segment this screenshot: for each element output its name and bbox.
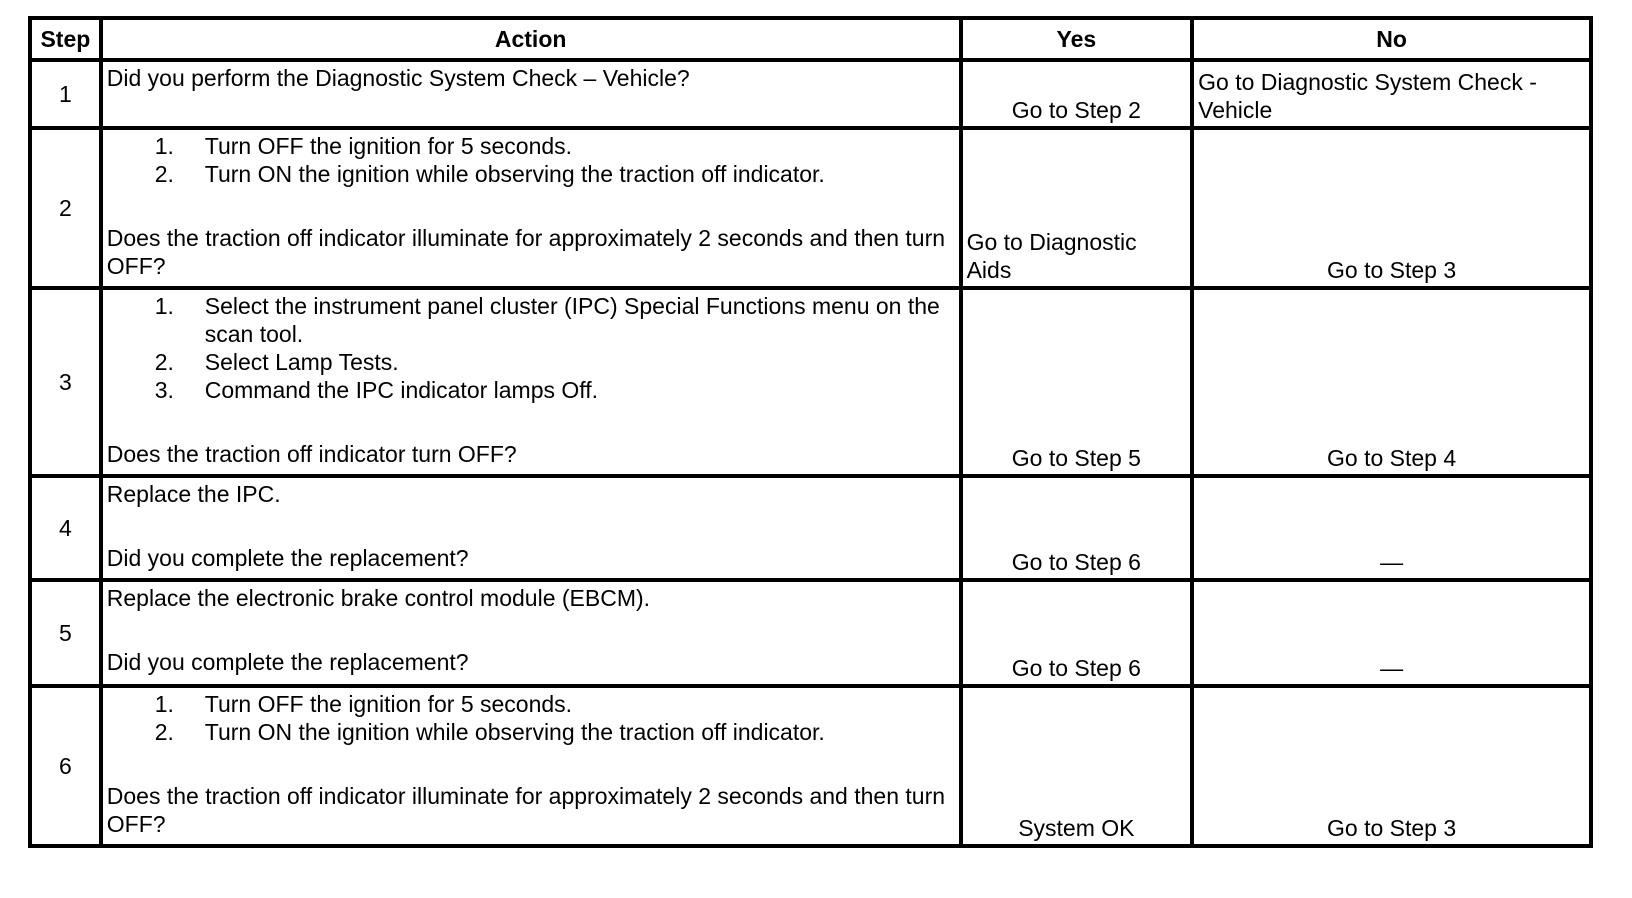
list-item xyxy=(155,132,955,160)
step-number: 3 xyxy=(30,288,101,476)
no-cell: Go to Diagnostic System Check - Vehicle xyxy=(1192,60,1591,128)
action-question: Did you perform the Diagnostic System Check – Vehicle? xyxy=(106,65,690,91)
list-item xyxy=(155,690,955,718)
action-cell xyxy=(101,476,961,580)
table-row-step-1 xyxy=(30,60,1591,128)
list-item xyxy=(155,348,955,376)
header-yes: Yes xyxy=(961,18,1193,60)
list-item xyxy=(155,160,955,188)
action-intro: Replace the electronic brake control module (EBCM). xyxy=(106,585,651,611)
list-item-text: Command the IPC indicator lamps Off. xyxy=(204,377,599,403)
action-cell xyxy=(101,686,961,846)
step-number: 4 xyxy=(30,476,101,580)
list-item-text: Turn OFF the ignition for 5 seconds. xyxy=(204,133,573,159)
list-item-text: Select Lamp Tests. xyxy=(204,349,399,375)
list-item-number: 1. xyxy=(154,293,174,319)
action-question: Did you complete the replacement? xyxy=(106,649,469,675)
yes-cell: Go to Step 2 xyxy=(961,60,1193,128)
list-item-number: 2. xyxy=(154,161,174,187)
action-instruction-list xyxy=(155,132,955,188)
list-item xyxy=(155,718,955,746)
yes-cell: Go to Step 6 xyxy=(961,580,1193,686)
yes-cell: Go to Step 5 xyxy=(961,288,1193,476)
list-item-text: Turn ON the ignition while observing the traction off indicator. xyxy=(204,161,825,187)
no-cell: — xyxy=(1192,580,1591,686)
list-item xyxy=(155,292,955,348)
table-header-row xyxy=(30,18,1591,60)
header-no: No xyxy=(1192,18,1591,60)
no-cell: Go to Step 3 xyxy=(1192,686,1591,846)
list-item xyxy=(155,376,955,404)
action-instruction-list xyxy=(155,292,955,404)
step-number: 1 xyxy=(30,60,101,128)
action-question: Does the traction off indicator turn OFF? xyxy=(106,441,517,467)
diagnostic-table xyxy=(28,16,1593,848)
yes-cell: Go to Diagnostic Aids xyxy=(961,128,1193,288)
list-item-number: 2. xyxy=(154,349,174,375)
action-cell xyxy=(101,288,961,476)
table-row-step-4 xyxy=(30,476,1591,580)
header-action: Action xyxy=(101,18,961,60)
list-item-text: Turn ON the ignition while observing the traction off indicator. xyxy=(204,719,825,745)
no-cell: Go to Step 4 xyxy=(1192,288,1591,476)
action-cell xyxy=(101,128,961,288)
action-instruction-list xyxy=(155,690,955,746)
action-intro: Replace the IPC. xyxy=(106,481,281,507)
step-number: 6 xyxy=(30,686,101,846)
action-question: Does the traction off indicator illuminate for approximately 2 seconds and then turn OFF? xyxy=(106,225,946,279)
no-cell: Go to Step 3 xyxy=(1192,128,1591,288)
list-item-text: Select the instrument panel cluster (IPC) Special Functions menu on the scan tool. xyxy=(204,293,940,347)
yes-cell: Go to Step 6 xyxy=(961,476,1193,580)
list-item-text: Turn OFF the ignition for 5 seconds. xyxy=(204,691,573,717)
action-cell xyxy=(101,580,961,686)
yes-cell: System OK xyxy=(961,686,1193,846)
table-row-step-2 xyxy=(30,128,1591,288)
action-question: Did you complete the replacement? xyxy=(106,545,469,571)
table-row-step-6 xyxy=(30,686,1591,846)
list-item-number: 1. xyxy=(154,133,174,159)
step-number: 2 xyxy=(30,128,101,288)
action-cell xyxy=(101,60,961,128)
action-question: Does the traction off indicator illuminate for approximately 2 seconds and then turn OFF? xyxy=(106,783,946,837)
table-row-step-3 xyxy=(30,288,1591,476)
no-cell: — xyxy=(1192,476,1591,580)
header-step: Step xyxy=(30,18,101,60)
step-number: 5 xyxy=(30,580,101,686)
list-item-number: 1. xyxy=(154,691,174,717)
list-item-number: 2. xyxy=(154,719,174,745)
table-row-step-5 xyxy=(30,580,1591,686)
list-item-number: 3. xyxy=(154,377,174,403)
